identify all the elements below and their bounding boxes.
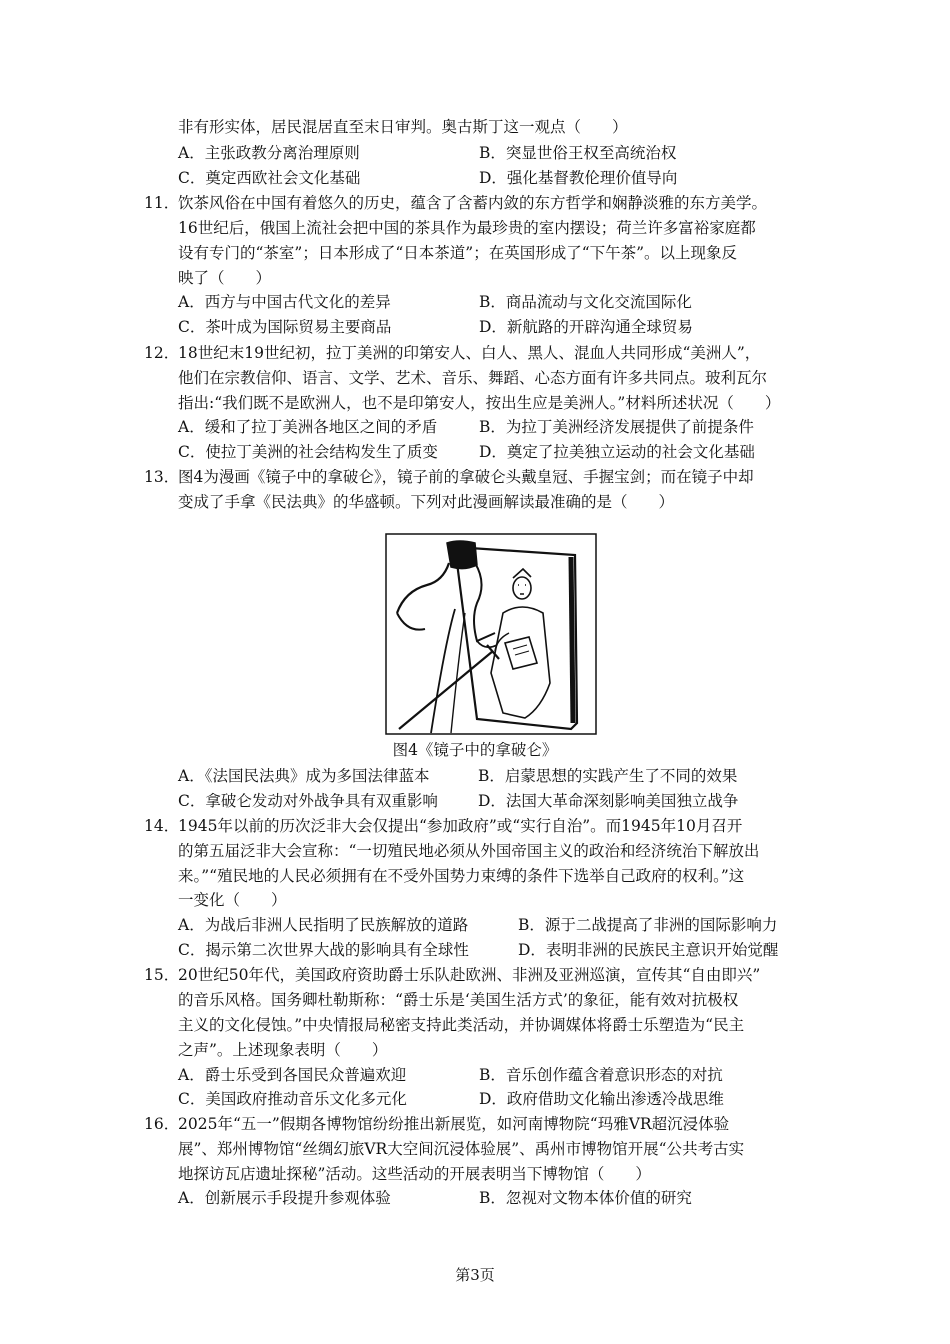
q11-option-a[interactable]: A．西方与中国古代文化的差异 <box>178 293 391 311</box>
q14-stem-line: 来。”“殖民地的人民必须拥有在不受外国势力束缚的条件下选举自己政府的权利。”这 <box>178 867 745 885</box>
q13-option-c[interactable]: C．拿破仑发动对外战争具有双重影响 <box>178 792 438 810</box>
q12-option-c[interactable]: C．使拉丁美洲的社会结构发生了质变 <box>178 443 438 461</box>
q14-option-a[interactable]: A．为战后非洲人民指明了民族解放的道路 <box>178 916 469 934</box>
q15-stem-line: 之声”。上述现象表明（ ） <box>178 1041 388 1059</box>
q11-stem-line: 饮茶风俗在中国有着悠久的历史，蕴含了含蓄内敛的东方哲学和娴静淡雅的东方美学。 <box>178 194 768 212</box>
q16-stem-line: 展”、郑州博物馆“丝绸幻旅VR大空间沉浸体验展”、禹州市博物馆开展“公共考古实 <box>178 1140 745 1158</box>
q15-option-d[interactable]: D．政府借助文化输出渗透冷战思维 <box>479 1090 724 1108</box>
q15-number: 15． <box>144 966 180 984</box>
q11-number: 11． <box>144 194 180 212</box>
q12-stem-line: 他们在宗教信仰、语言、文学、艺术、音乐、舞蹈、心态方面有许多共同点。玻利瓦尔 <box>178 369 768 387</box>
q10-stem-line: 非有形实体，居民混居直至末日审判。奥古斯丁这一观点（ ） <box>178 118 628 136</box>
q14-option-d[interactable]: D．表明非洲的民族民主意识开始觉醒 <box>518 941 779 959</box>
q11-stem-line: 设有专门的“茶室”；日本形成了“日本茶道”；在英国形成了“下午茶”。以上现象反 <box>178 244 738 262</box>
q14-stem-line: 的第五届泛非大会宣称：“一切殖民地必须从外国帝国主义的政治和经济统治下解放出 <box>178 842 760 860</box>
q15-option-a[interactable]: A．爵士乐受到各国民众普遍欢迎 <box>178 1066 407 1084</box>
q10-option-b[interactable]: B．突显世俗王权至高统治权 <box>479 144 677 162</box>
q12-option-d[interactable]: D．奠定了拉美独立运动的社会文化基础 <box>479 443 755 461</box>
q12-option-b[interactable]: B．为拉丁美洲经济发展提供了前提条件 <box>479 418 754 436</box>
q14-stem-line: 1945年以前的历次泛非大会仅提出“参加政府”或“实行自治”。而1945年10月召开 <box>178 817 743 835</box>
figure-caption: 图4《镜子中的拿破仑》 <box>392 741 558 759</box>
q11-option-d[interactable]: D．新航路的开辟沟通全球贸易 <box>479 318 693 336</box>
q14-option-b[interactable]: B．源于二战提高了非洲的国际影响力 <box>518 916 778 934</box>
q11-stem-line: 映了（ ） <box>178 269 272 287</box>
q13-option-a[interactable]: A．《法国民法典》成为多国法律蓝本 <box>178 767 430 785</box>
q15-stem-line: 20世纪50年代，美国政府资助爵士乐队赴欧洲、非洲及亚洲巡演，宣传其“自由即兴” <box>178 966 761 984</box>
q13-option-d[interactable]: D．法国大革命深刻影响美国独立战争 <box>478 792 739 810</box>
q13-number: 13． <box>144 468 180 486</box>
q15-stem-line: 的音乐风格。国务卿杜勒斯称：“爵士乐是‘美国生活方式’的象征，能有效对抗极权 <box>178 991 739 1009</box>
cartoon-napoleon-in-mirror <box>385 533 597 735</box>
q15-option-c[interactable]: C．美国政府推动音乐文化多元化 <box>178 1090 407 1108</box>
page-number: 第3页 <box>455 1266 495 1284</box>
q12-stem-line: 指出:“我们既不是欧洲人，也不是印第安人，按出生应是美洲人。”材料所述状况（ ） <box>178 394 781 412</box>
q12-option-a[interactable]: A．缓和了拉丁美洲各地区之间的矛盾 <box>178 418 438 436</box>
q10-option-d[interactable]: D．强化基督教伦理价值导向 <box>479 169 678 187</box>
q11-stem-line: 16世纪后，俄国上流社会把中国的茶具作为最珍贵的室内摆设；荷兰许多富裕家庭都 <box>178 219 756 237</box>
q15-stem-line: 主义的文化侵蚀。”中央情报局秘密支持此类活动，并协调媒体将爵士乐塑造为“民主 <box>178 1016 745 1034</box>
q15-option-b[interactable]: B．音乐创作蕴含着意识形态的对抗 <box>479 1066 723 1084</box>
q14-stem-line: 一变化（ ） <box>178 891 287 909</box>
q13-option-b[interactable]: B．启蒙思想的实践产生了不同的效果 <box>478 767 738 785</box>
q14-option-c[interactable]: C．揭示第二次世界大战的影响具有全球性 <box>178 941 469 959</box>
q10-option-a[interactable]: A．主张政教分离治理原则 <box>178 144 360 162</box>
q13-stem-line: 图4为漫画《镜子中的拿破仑》，镜子前的拿破仑头戴皇冠、手握宝剑；而在镜子中却 <box>178 468 754 486</box>
q13-stem-line: 变成了手拿《民法典》的华盛顿。下列对此漫画解读最准确的是（ ） <box>178 493 675 511</box>
q10-option-c[interactable]: C．奠定西欧社会文化基础 <box>178 169 361 187</box>
q11-option-c[interactable]: C．茶叶成为国际贸易主要商品 <box>178 318 392 336</box>
q12-number: 12． <box>144 344 180 362</box>
q16-stem-line: 2025年“五一”假期各博物馆纷纷推出新展览，如河南博物院“玛雅VR超沉浸体验 <box>178 1115 730 1133</box>
q16-stem-line: 地探访瓦店遗址探秘”活动。这些活动的开展表明当下博物馆（ ） <box>178 1165 651 1183</box>
q16-number: 16． <box>144 1115 180 1133</box>
q16-option-a[interactable]: A．创新展示手段提升参观体验 <box>178 1189 391 1207</box>
q14-number: 14． <box>144 817 180 835</box>
q11-option-b[interactable]: B．商品流动与文化交流国际化 <box>479 293 692 311</box>
q12-stem-line: 18世纪末19世纪初，拉丁美洲的印第安人、白人、黑人、混血人共同形成“美洲人”， <box>178 344 761 362</box>
q16-option-b[interactable]: B．忽视对文物本体价值的研究 <box>479 1189 692 1207</box>
